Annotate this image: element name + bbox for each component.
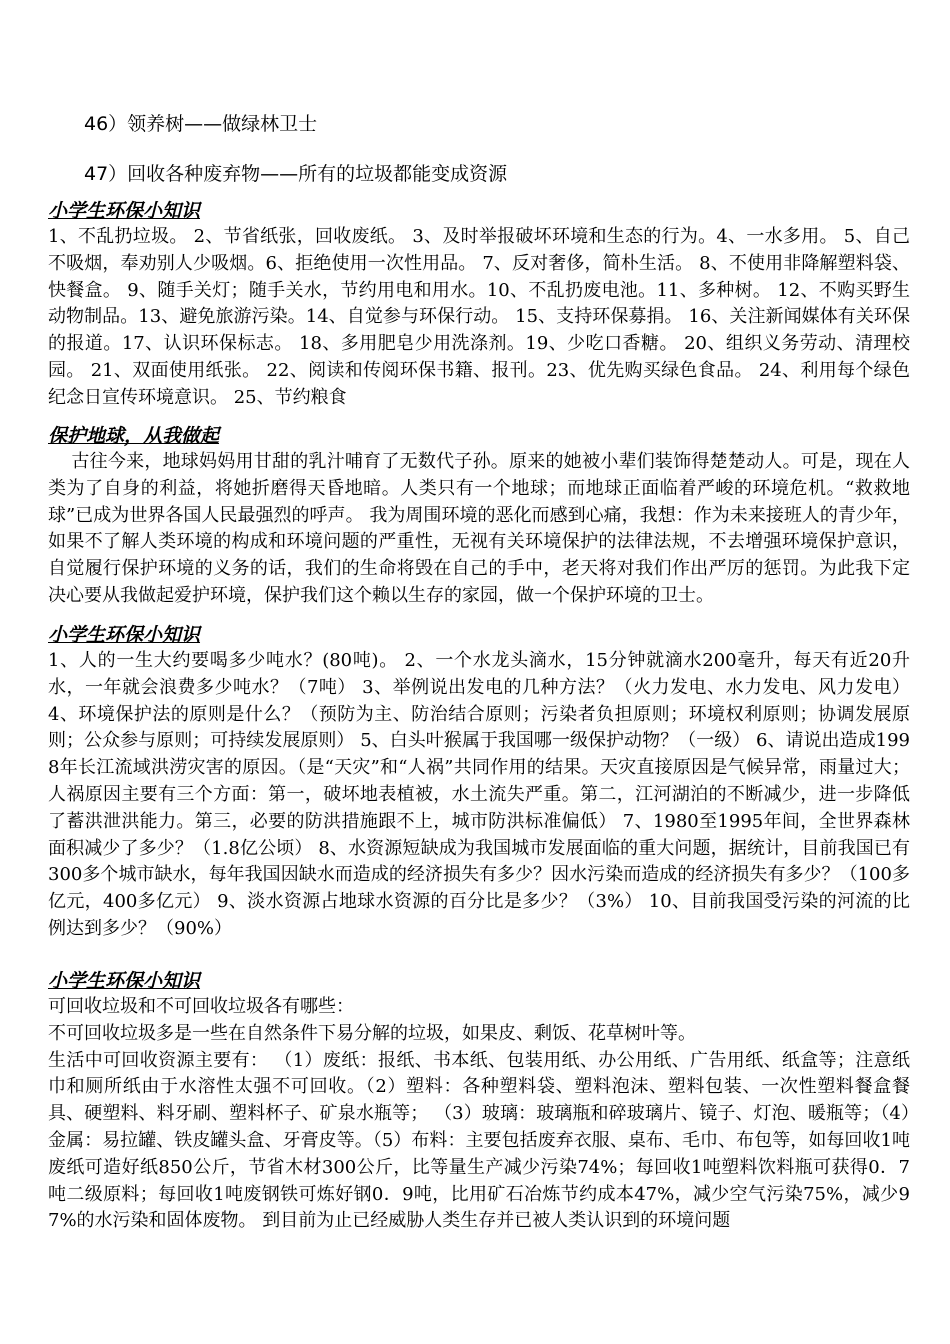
section-paragraph: 生活中可回收资源主要有： （1）废纸：报纸、书本纸、包装用纸、办公用纸、广告用纸、纸盒等；注意纸巾和厕所纸由于水溶性太强不可回收。（2）塑料：各种塑料袋、塑料泡沫、塑料包装、一次性塑料餐盒餐具、硬塑料、料牙刷、塑料杯子、矿泉水瓶等； （3）玻璃：玻璃瓶和碎玻璃片、镜子、灯泡、暖瓶等；（4）金属：易拉罐、铁皮罐头盒、牙膏皮等。（5）布料：主要包括废弃衣服、桌布、毛巾、布包等，如每回收1吨废纸可造好纸850公斤，节省木材300公斤，比等量生产减少污染74%；每回收1吨塑料饮料瓶可获得0．7吨二级原料；每回收1吨废钢铁可炼好钢0．9吨，比用矿石冶炼节约成本47%，减少空气污染75%，减少97%的水污染和固体废物。 到目前为止已经威胁人类生存并已被人类认识到的环境问题	[48, 1049, 910, 1232]
section-heading: 保护地球，从我做起	[48, 425, 220, 447]
list-item-46: 46）领养树——做绿林卫士	[84, 113, 318, 135]
section-paragraph: 1、人的一生大约要喝多少吨水？(80吨)。 2、一个水龙头滴水，15分钟就滴水200毫升，每天有近20升水，一年就会浪费多少吨水？（7吨） 3、举例说出发电的几种方法？（火力发电、水力发电、风力发电）4、环境保护法的原则是什么？（预防为主、防治结合原则；污染者负担原则；环境权利原则；协调发展原则；公众参与原则；可持续发展原则） 5、白头叶猴属于我国哪一级保护动物？（一级） 6、请说出造成1998年长江流域洪涝灾害的原因。（是“天灾”和“人祸”共同作用的结果。天灾直接原因是气候异常，雨量过大；人祸原因主要有三个方面：第一，破坏地表植被，水土流失严重。第二，江河湖泊的不断减少，进一步降低了蓄洪泄洪能力。第三，必要的防洪措施跟不上，城市防洪标准偏低） 7、1980至1995年间，全世界森林面积减少了多少？（1.8亿公顷） 8、水资源短缺成为我国城市发展面临的重大问题，据统计，目前我国已有300多个城市缺水，每年我国因缺水而造成的经济损失有多少？因水污染而造成的经济损失有多少？（100多亿元，400多亿元） 9、淡水资源占地球水资源的百分比是多少？（3%） 10、目前我国受污染的河流的比例达到多少？（90%）	[48, 650, 910, 939]
section-protect-earth	[48, 423, 910, 610]
section-green-knowledge-3	[48, 968, 910, 1235]
section-heading: 小学生环保小知识	[48, 970, 201, 992]
section-green-knowledge-2	[48, 622, 910, 943]
section-paragraph: 可回收垃圾和不可回收垃圾各有哪些：	[48, 996, 354, 1017]
section-heading: 小学生环保小知识	[48, 200, 201, 222]
section-paragraph: 不可回收垃圾多是一些在自然条件下易分解的垃圾，如果皮、剩饭、花草树叶等。	[48, 1022, 696, 1044]
section-paragraph: 古往今来，地球妈妈用甘甜的乳汁哺育了无数代子孙。原来的她被小辈们装饰得楚楚动人。可是，现在人类为了自身的利益，将她折磨得天昏地暗。人类只有一个地球；而地球正面临着严峻的环境危机。“救救地球”已成为世界各国人民最强烈的呼声。 我为周围环境的恶化而感到心痛，我想：作为未来接班人的青少年，如果不了解人类环境的构成和环境问题的严重性，无视有关环境保护的法律法规，不去增强环境保护意识，自觉履行保护环境的义务的话，我们的生命将毁在自己的手中，老天将对我们作出严厉的惩罚。为此我下定决心要从我做起爱护环境，保护我们这个赖以生存的家园，做一个保护环境的卫士。	[48, 451, 910, 606]
section-paragraph: 1、不乱扔垃圾。 2、节省纸张，回收废纸。 3、及时举报破坏环境和生态的行为。4、一水多用。 5、自己不吸烟，奉劝别人少吸烟。6、拒绝使用一次性用品。 7、反对奢侈，简朴生活。 8、不使用非降解塑料袋、快餐盒。 9、随手关灯；随手关水，节约用电和用水。10、不乱扔废电池。11、多种树。 12、不购买野生动物制品。13、避免旅游污染。14、自觉参与环保行动。 15、支持环保募捐。 16、关注新闻媒体有关环保的报道。17、认识环保标志。 18、多用肥皂少用洗涤剂。19、少吃口香糖。 20、组织义务劳动、清理校园。 21、双面使用纸张。 22、阅读和传阅环保书籍、报刊。23、优先购买绿色食品。 24、利用每个绿色纪念日宣传环境意识。 25、节约粮食	[48, 226, 910, 408]
section-heading: 小学生环保小知识	[48, 624, 201, 646]
section-green-knowledge-1	[48, 198, 910, 412]
list-item-47: 47）回收各种废弃物——所有的垃圾都能变成资源	[84, 163, 508, 185]
